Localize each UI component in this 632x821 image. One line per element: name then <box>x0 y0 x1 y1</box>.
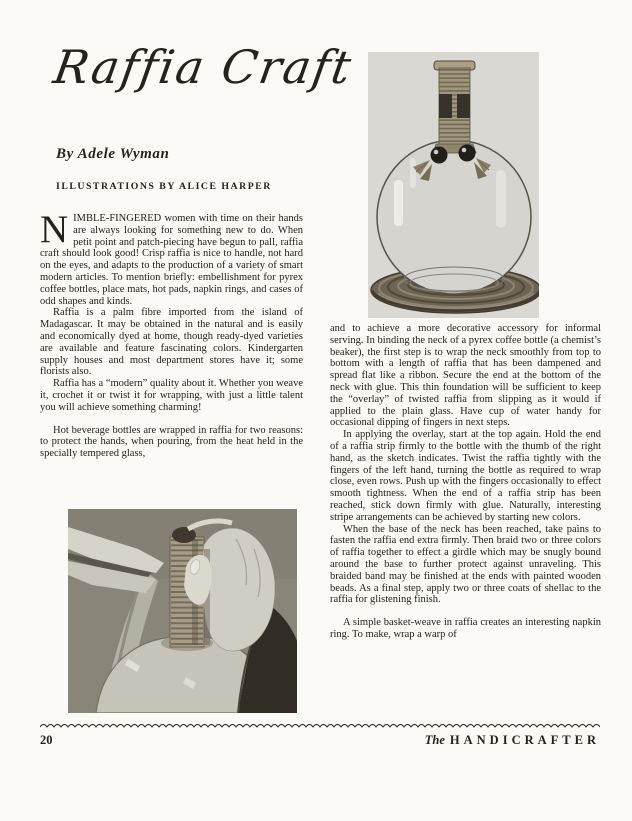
paragraph: and to achieve a more decorative accessory for informal serving. In binding the neck of a pyrex coffee bottle (a chemist’s beaker), the first step is to wrap the neck smoothly from top to bottom with a length of raffia that has been dampened and spread flat like a ribbon. Secure the end at the bottom of the neck with glue. This thin foundation will be sufficient to keep the “overlay” of twisted raffia from slipping as it would if applied to the plain glass. Have cup of water handy for occasional dipping of fingers in next steps. <box>330 323 601 429</box>
right-column <box>330 323 601 641</box>
paragraph: Hot beverage bottles are wrapped in raffia for two reasons: to protect the hands, when pouring, from the heat held in the specially tempered glass, <box>40 424 303 460</box>
journal-title <box>425 733 600 748</box>
drop-cap: N <box>40 208 69 251</box>
bottle-photo-illustration <box>368 52 539 318</box>
paragraph: A simple basket-weave in raffia creates an interesting napkin ring. To make, wrap a warp of <box>330 617 601 640</box>
hands-photo-illustration <box>68 509 297 713</box>
journal-name: HANDICRAFTER <box>449 733 600 747</box>
bottle-photo <box>368 52 539 318</box>
paragraph: Raffia is a palm fibre imported from the island of Madagascar. It may be obtained in the natural and is easily and economically dyed at home, though ready-dyed varieties are available and feature fascinating colors. Kindergarten supply houses and most department stores have it; some florists also. <box>40 307 303 378</box>
footer <box>40 733 600 748</box>
page-number: 20 <box>40 733 53 747</box>
hands-photo <box>68 509 297 713</box>
illustration-credit: ILLUSTRATIONS BY ALICE HARPER <box>56 181 272 192</box>
byline: By Adele Wyman <box>56 146 170 162</box>
left-column <box>40 208 303 460</box>
paragraph: When the base of the neck has been reached, take pains to fasten the raffia end extra firmly. Then braid two or three colors of raffia together to effect a girdle which may be snugly bound around the base to further protect against unraveling. This braided band may be finished at the ends with painted wooden beads. As a final step, apply two or three coats of shellac to the raffia for glistening finish. <box>330 523 601 606</box>
paragraph: In applying the overlay, start at the top again. Hold the end of a raffia strip firmly to the bottle with the thumb of the right hand, as the sketch indicates. Twist the raffia tightly with the fingers of the left hand, turning the bottle as required to wrap close, even rows. Push up with the fingers occasionally to effect smooth tightness. When the end of a raffia strip has been reached, stick down firmly with glue. Naturally, interesting stripe arrangements can be achieved by starting new colors. <box>330 429 601 523</box>
paragraph: Raffia has a “modern” quality about it. Whether you weave it, crochet it or twist it for wrapping, with just a little talent you will achieve something charming! <box>40 378 303 413</box>
journal-the: The <box>424 733 445 747</box>
page-title: Raffia Craft <box>50 40 357 94</box>
paragraph: NIMBLE-FINGERED women with time on their hands are always looking for something new to do. When petit point and patch-piecing have begun to pall, raffia craft should look good! Crisp raffia is nice to handle, not hard on the eyes, and adapts to the production of a variety of smart modern articles. To mention briefly: embellishment for pyrex coffee bottles, place mats, hot pads, napkin rings, and cases of odd shapes and kinds. <box>40 208 303 307</box>
footer-wavy-rule <box>40 721 600 730</box>
